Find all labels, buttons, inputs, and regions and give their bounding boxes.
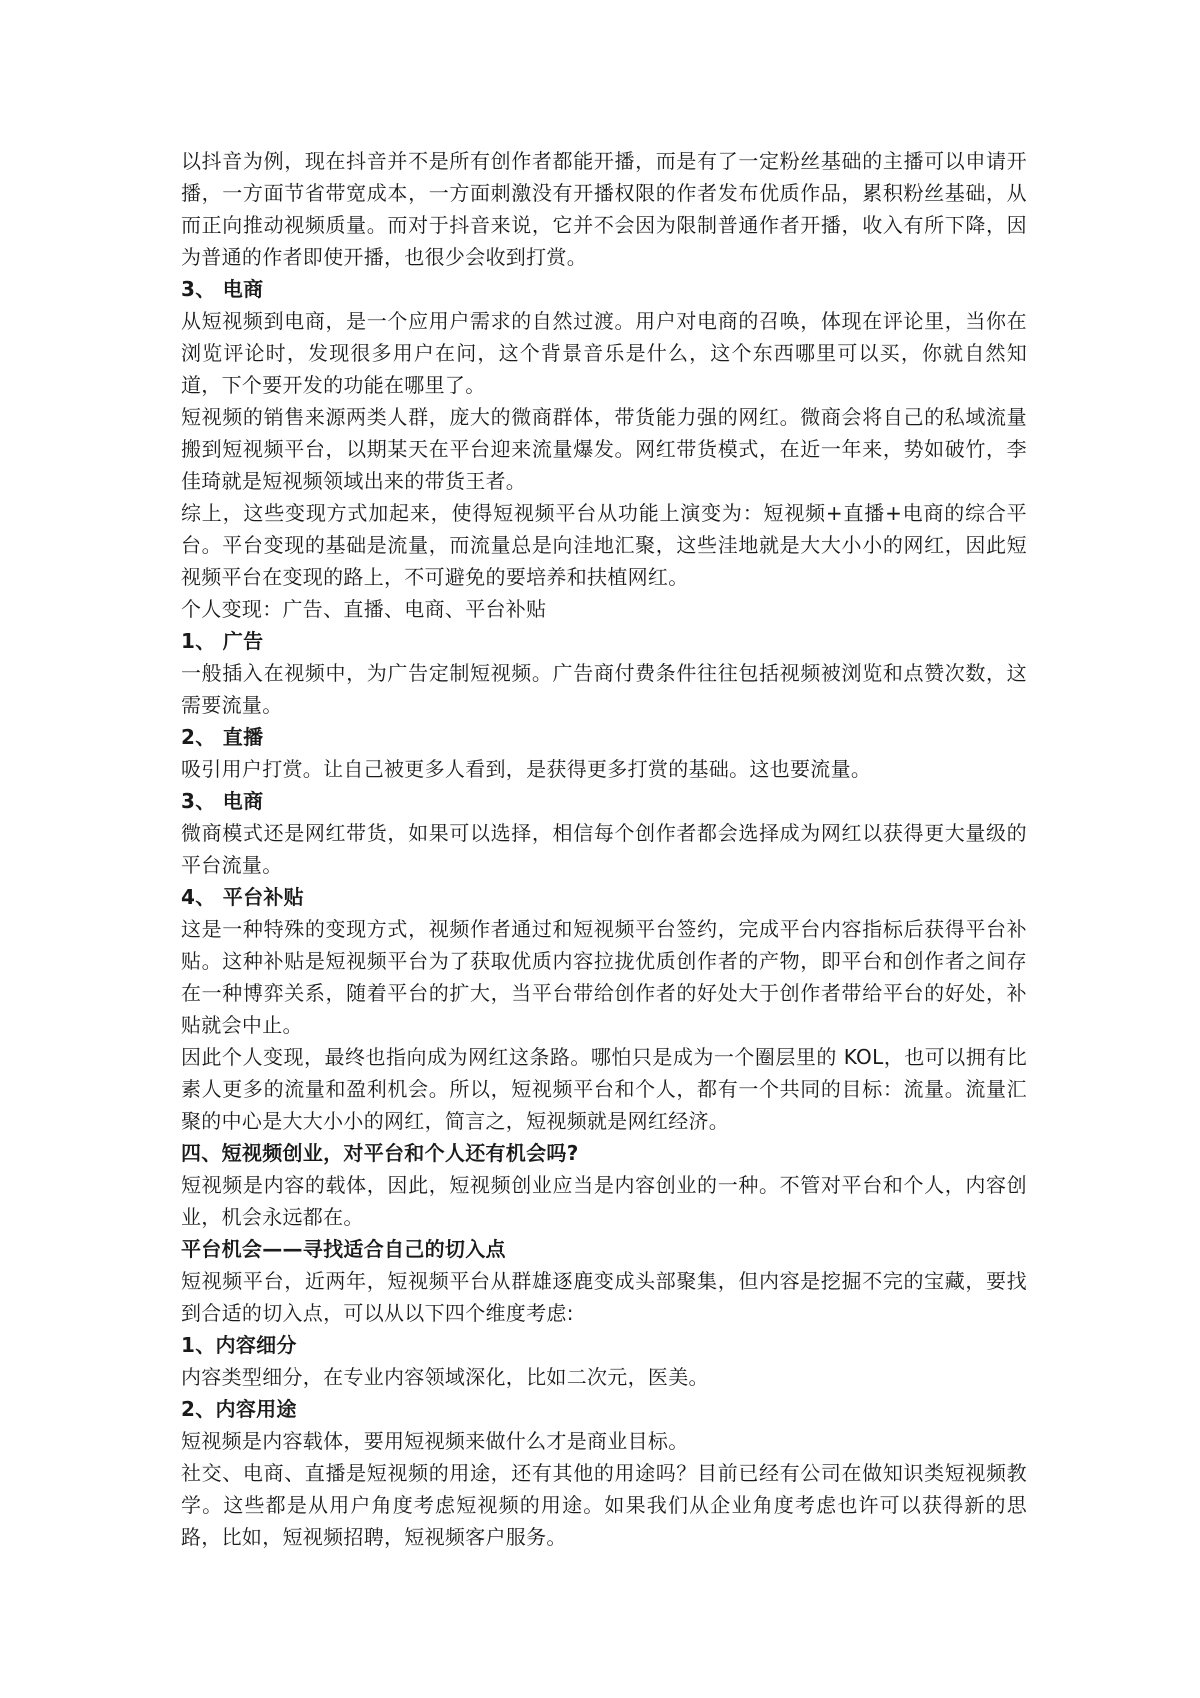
body-paragraph: 这是一种特殊的变现方式，视频作者通过和短视频平台签约，完成平台内容指标后获得平台补贴。这种补贴是短视频平台为了获取优质内容拉拢优质创作者的产物，即平台和创作者之间存在一种博弈关系，随着平台的扩大，当平台带给创作者的好处大于创作者带给平台的好处，补贴就会中止。	[181, 917, 1027, 1037]
section-heading: 1、 广告	[181, 629, 264, 653]
body-paragraph: 以抖音为例，现在抖音并不是所有创作者都能开播，而是有了一定粉丝基础的主播可以申请开播，一方面节省带宽成本，一方面刺激没有开播权限的作者发布优质作品，累积粉丝基础，从而正向推动视频质量。而对于抖音来说，它并不会因为限制普通作者开播，收入有所下降，因为普通的作者即使开播，也很少会收到打赏。	[181, 149, 1027, 269]
section-heading: 3、 电商	[181, 789, 264, 813]
body-paragraph: 一般插入在视频中，为广告定制短视频。广告商付费条件往往包括视频被浏览和点赞次数，这需要流量。	[181, 661, 1027, 717]
body-paragraph: 短视频是内容载体，要用短视频来做什么才是商业目标。	[181, 1429, 689, 1453]
body-paragraph: 个人变现：广告、直播、电商、平台补贴	[181, 597, 547, 621]
section-heading: 2、内容用途	[181, 1397, 297, 1421]
body-paragraph: 短视频的销售来源两类人群，庞大的微商群体，带货能力强的网红。微商会将自己的私域流量搬到短视频平台，以期某天在平台迎来流量爆发。网红带货模式，在近一年来，势如破竹，李佳琦就是短视频领域出来的带货王者。	[181, 405, 1027, 493]
document-body	[181, 145, 1027, 1553]
body-paragraph: 从短视频到电商，是一个应用户需求的自然过渡。用户对电商的召唤，体现在评论里，当你在浏览评论时，发现很多用户在问，这个背景音乐是什么，这个东西哪里可以买，你就自然知道，下个要开发的功能在哪里了。	[181, 309, 1027, 397]
section-heading: 3、 电商	[181, 277, 264, 301]
section-heading: 四、短视频创业，对平台和个人还有机会吗?	[181, 1141, 579, 1165]
body-paragraph: 吸引用户打赏。让自己被更多人看到，是获得更多打赏的基础。这也要流量。	[181, 757, 872, 781]
body-paragraph: 短视频平台，近两年，短视频平台从群雄逐鹿变成头部聚集，但内容是挖掘不完的宝藏，要找到合适的切入点，可以从以下四个维度考虑:	[181, 1269, 1027, 1325]
body-paragraph: 微商模式还是网红带货，如果可以选择，相信每个创作者都会选择成为网红以获得更大量级的平台流量。	[181, 821, 1027, 877]
section-heading: 4、 平台补贴	[181, 885, 304, 909]
section-heading: 平台机会——寻找适合自己的切入点	[181, 1237, 506, 1261]
body-paragraph: 短视频是内容的载体，因此，短视频创业应当是内容创业的一种。不管对平台和个人，内容创业，机会永远都在。	[181, 1173, 1027, 1229]
section-heading: 1、内容细分	[181, 1333, 297, 1357]
body-paragraph: 因此个人变现，最终也指向成为网红这条路。哪怕只是成为一个圈层里的 KOL，也可以拥有比素人更多的流量和盈利机会。所以，短视频平台和个人，都有一个共同的目标：流量。流量汇聚的中心是大大小小的网红，简言之，短视频就是网红经济。	[181, 1045, 1027, 1133]
section-heading: 2、 直播	[181, 725, 264, 749]
body-paragraph: 社交、电商、直播是短视频的用途，还有其他的用途吗？目前已经有公司在做知识类短视频教学。这些都是从用户角度考虑短视频的用途。如果我们从企业角度考虑也许可以获得新的思路，比如，短视频招聘，短视频客户服务。	[181, 1461, 1027, 1549]
body-paragraph: 内容类型细分，在专业内容领域深化，比如二次元，医美。	[181, 1365, 709, 1389]
body-paragraph: 综上，这些变现方式加起来，使得短视频平台从功能上演变为：短视频+直播+电商的综合平台。平台变现的基础是流量，而流量总是向洼地汇聚，这些洼地就是大大小小的网红，因此短视频平台在变现的路上，不可避免的要培养和扶植网红。	[181, 501, 1027, 589]
